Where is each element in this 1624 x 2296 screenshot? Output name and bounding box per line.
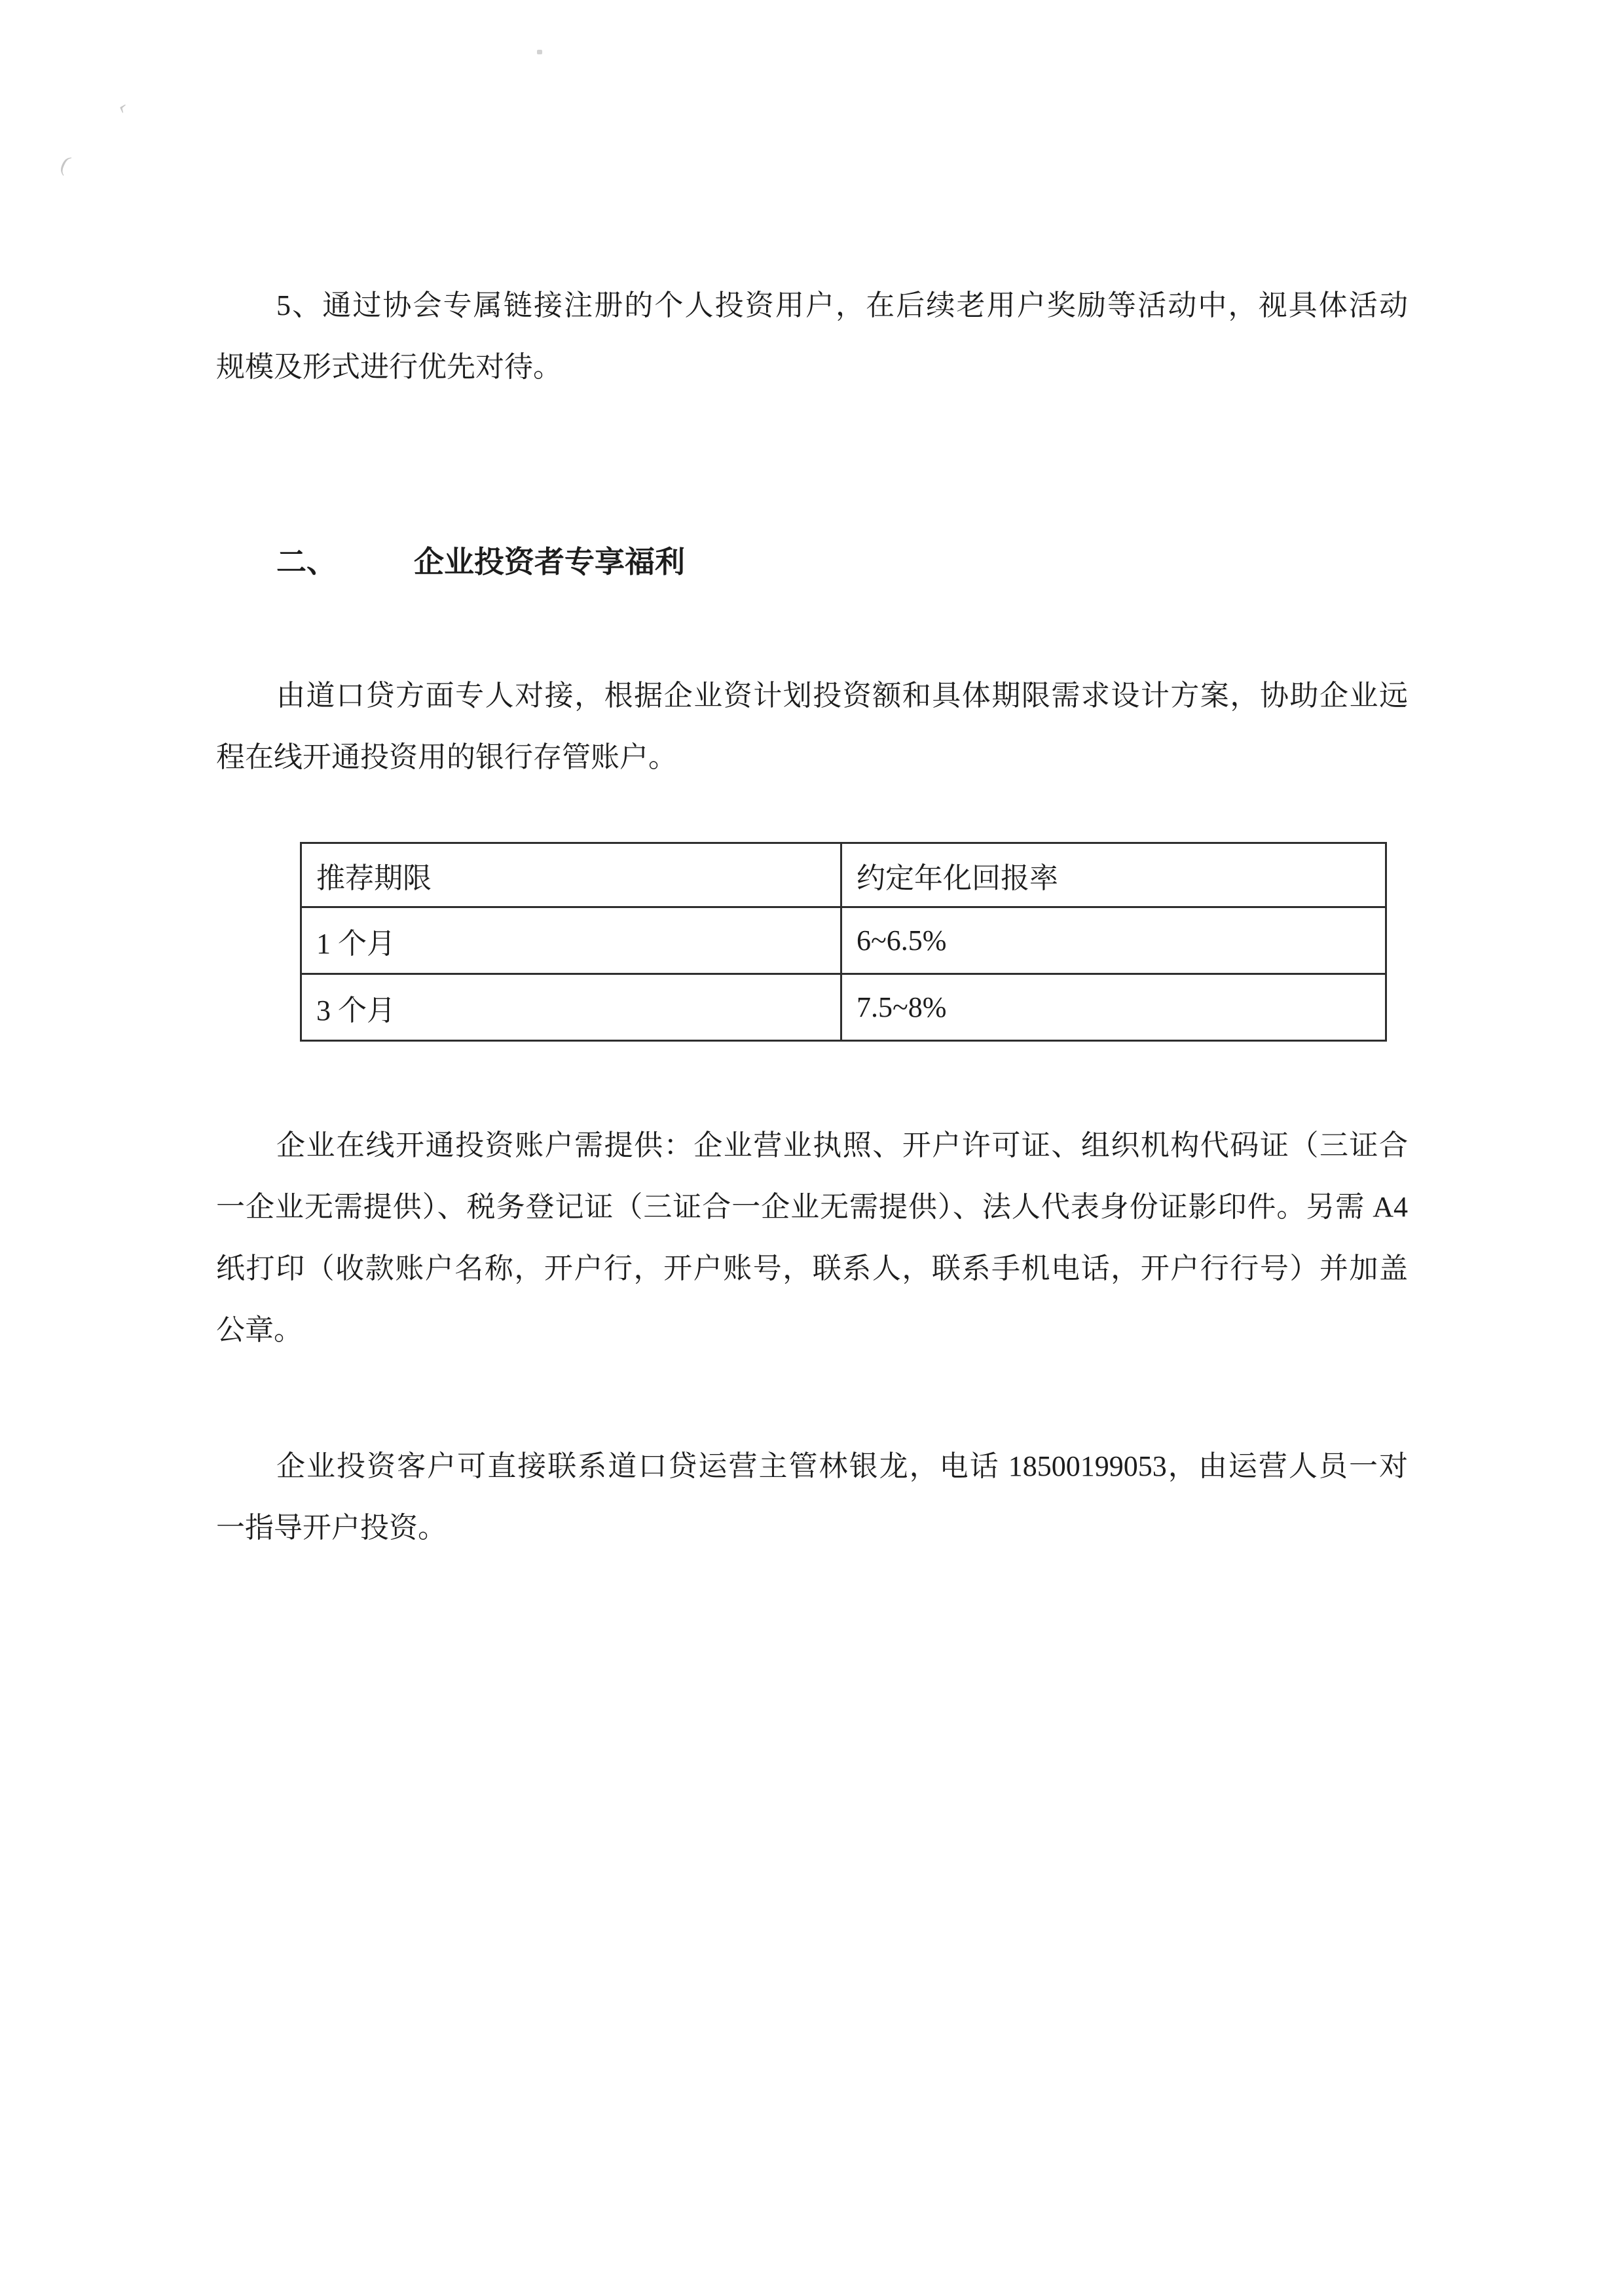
scan-pen-mark: ‹ xyxy=(115,94,130,119)
table-header-term: 推荐期限 xyxy=(301,843,841,907)
table-row xyxy=(301,907,1386,974)
paragraph-line: 一指导开户投资。 xyxy=(216,1512,447,1544)
document-content xyxy=(216,275,1408,1559)
table-cell-rate: 6~6.5% xyxy=(841,907,1386,974)
paragraph-contact-info xyxy=(216,1436,1408,1559)
returns-table xyxy=(300,842,1387,1042)
table-cell-term: 1 个月 xyxy=(301,907,841,974)
paragraph-line: 公章。 xyxy=(216,1314,303,1346)
section-heading xyxy=(216,532,1408,593)
table-cell-rate: 7.5~8% xyxy=(841,974,1386,1041)
scan-speck xyxy=(537,50,542,54)
paragraph-line: 企业投资客户可直接联系道口贷运营主管林银龙，电话 18500199053，由运营人员一对 xyxy=(276,1450,1408,1482)
paragraph-line: 程在线开通投资用的银行存管账户。 xyxy=(216,741,677,773)
paragraph-line: 一企业无需提供）、税务登记证（三证合一企业无需提供）、法人代表身份证影印件。另需 A4 xyxy=(216,1191,1408,1223)
paragraph-account-opening xyxy=(216,665,1408,788)
table-header-row xyxy=(301,843,1386,907)
paragraph-line: 5、通过协会专属链接注册的个人投资用户，在后续老用户奖励等活动中，视具体活动 xyxy=(276,289,1408,321)
scan-pen-mark: ( xyxy=(57,151,74,177)
paragraph-line: 企业在线开通投资账户需提供：企业营业执照、开户许可证、组织机构代码证（三证合 xyxy=(276,1129,1408,1161)
table-cell-term: 3 个月 xyxy=(301,974,841,1041)
table-header-rate: 约定年化回报率 xyxy=(841,843,1386,907)
paragraph-line: 由道口贷方面专人对接，根据企业资计划投资额和具体期限需求设计方案，协助企业远 xyxy=(276,680,1408,712)
section-number: 二、 xyxy=(276,545,337,579)
paragraph-line: 规模及形式进行优先对待。 xyxy=(216,351,562,383)
table-row xyxy=(301,974,1386,1041)
paragraph-required-documents xyxy=(216,1115,1408,1361)
section-title: 企业投资者专享福利 xyxy=(414,545,685,579)
paragraph-line: 纸打印（收款账户名称，开户行，开户账号，联系人，联系手机电话，开户行行号）并加盖 xyxy=(216,1252,1408,1285)
paragraph-individual-investors xyxy=(216,275,1408,398)
